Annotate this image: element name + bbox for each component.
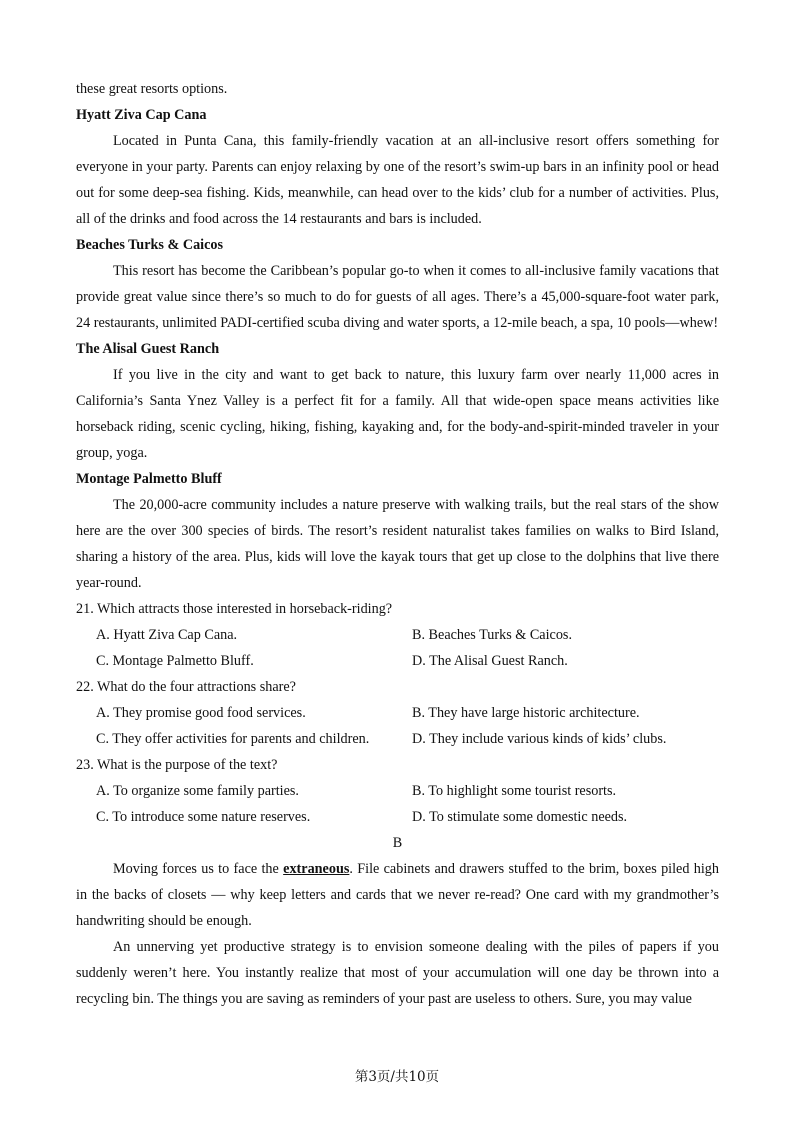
question-22-options xyxy=(76,700,719,752)
passage-b-p1-rest: . File cabinets and drawers stuffed to the brim, boxes piled high in the backs of closets — why keep letters and cards that we never re-read? One card with my grandmother’s handwriting should be enough. xyxy=(76,861,719,929)
question-22-stem: 22. What do the four attractions share? xyxy=(76,679,296,695)
option-22-c: C. They offer activities for parents and children. xyxy=(96,731,370,747)
resort-paragraph-1: Located in Punta Cana, this family-friendly vacation at an all-inclusive resort offers something for everyone in your party. Parents can enjoy relaxing by one of the resort’s swim-up bars in an infinity pool or head out for some deep-sea fishing. Kids, meanwhile, can head over to the kids’ club for a number of activities. Plus, all of the drinks and food across the 14 restaurants and bars is included. xyxy=(76,133,719,227)
option-21-d: D. The Alisal Guest Ranch. xyxy=(412,653,568,669)
option-22-b: B. They have large historic architecture. xyxy=(412,705,640,721)
section-label-b: B xyxy=(392,835,403,851)
question-23-stem: 23. What is the purpose of the text? xyxy=(76,757,278,773)
keyword-extraneous: extraneous xyxy=(283,861,350,877)
resort-paragraph-3: If you live in the city and want to get back to nature, this luxury farm over nearly 11,000 acres in California’s Santa Ynez Valley is a perfect fit for a family. All that wide-open space means activities like horseback riding, scenic cycling, hiking, fishing, kayaking and, for the body-and-spirit-minded traveler in your group, yoga. xyxy=(76,367,719,461)
resort-title-2: Beaches Turks & Caicos xyxy=(76,237,224,253)
option-21-a: A. Hyatt Ziva Cap Cana. xyxy=(96,627,238,643)
page-content xyxy=(76,76,719,1012)
resort-title-3: The Alisal Guest Ranch xyxy=(76,341,220,357)
option-23-b: B. To highlight some tourist resorts. xyxy=(412,783,617,799)
passage-b-paragraph-2: An unnerving yet productive strategy is to envision someone dealing with the piles of papers if you suddenly weren’t here. You instantly realize that most of your accumulation will one day be thrown into a recycling bin. The things you are saving as reminders of your past are useless to others. Sure, you may value xyxy=(76,939,719,1007)
resort-paragraph-2: This resort has become the Caribbean’s popular go-to when it comes to all-inclusive family vacations that provide great value since there’s so much to do for guests of all ages. There’s a 45,000-square-foot water park, 24 restaurants, unlimited PADI-certified scuba diving and water sports, a 12-mile beach, a spa, 10 pools—whew! xyxy=(76,263,719,331)
question-21-stem: 21. Which attracts those interested in horseback-riding? xyxy=(76,601,393,617)
option-21-b: B. Beaches Turks & Caicos. xyxy=(412,627,573,643)
option-22-d: D. They include various kinds of kids’ clubs. xyxy=(412,731,667,747)
passage-b-p1-start: Moving forces us to face the xyxy=(113,861,284,877)
resort-paragraph-4: The 20,000-acre community includes a nature preserve with walking trails, but the real stars of the show here are the over 300 species of birds. The resort’s resident naturalist takes families on walks to Bird Island, sharing a history of the area. Plus, kids will love the kayak tours that get up close to the dolphins that live there year-round. xyxy=(76,497,719,591)
question-23-options xyxy=(76,778,719,830)
option-23-d: D. To stimulate some domestic needs. xyxy=(412,809,628,825)
resort-title-4: Montage Palmetto Bluff xyxy=(76,471,222,487)
passage-b-paragraph-1 xyxy=(76,856,719,934)
option-23-a: A. To organize some family parties. xyxy=(96,783,299,799)
option-21-c: C. Montage Palmetto Bluff. xyxy=(96,653,254,669)
option-22-a: A. They promise good food services. xyxy=(96,705,306,721)
option-23-c: C. To introduce some nature reserves. xyxy=(96,809,311,825)
intro-fragment: these great resorts options. xyxy=(76,81,228,97)
page-number-footer: 第3页/共10页 xyxy=(354,1069,440,1085)
question-21-options xyxy=(76,622,719,674)
resort-title-1: Hyatt Ziva Cap Cana xyxy=(76,107,207,123)
